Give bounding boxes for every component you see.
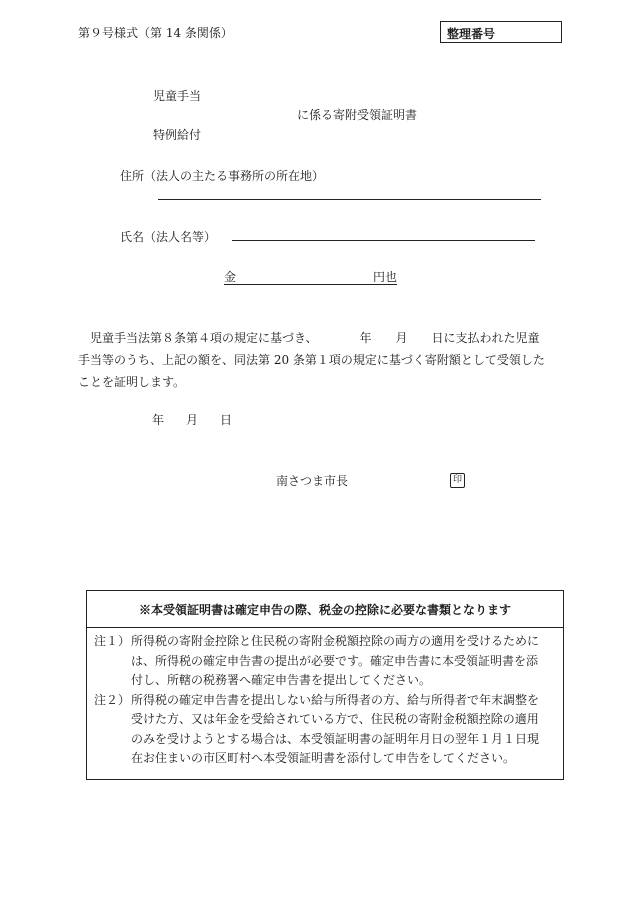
note-line: 付し、所轄の税務署へ確定申告書を提出してください。	[131, 673, 432, 687]
address-field-line[interactable]	[158, 199, 541, 200]
note-2	[87, 691, 563, 769]
statement-line: ことを証明します。	[78, 375, 186, 389]
note-label: 注２）	[94, 692, 131, 707]
form-number: 第９号様式（第 14 条関係）	[78, 26, 233, 40]
amount-prefix: 金	[224, 270, 237, 284]
reference-number-box	[440, 21, 562, 43]
notice-box	[86, 590, 564, 780]
reference-number-label: 整理番号	[447, 27, 496, 41]
title-special-benefit: 特例給付	[153, 128, 202, 142]
name-field-line[interactable]	[232, 240, 535, 241]
mayor-name: 南さつま市長	[276, 474, 349, 488]
note-1	[87, 632, 563, 691]
note-line: 所得税の確定申告書を提出しない給与所得者の方、給与所得者で年末調整を	[131, 692, 540, 707]
date-day: 日	[220, 413, 233, 427]
note-text	[131, 632, 555, 691]
title-child-allowance: 児童手当	[153, 89, 202, 103]
address-label: 住所（法人の主たる事務所の所在地）	[120, 169, 325, 183]
note-line: 所得税の寄附金控除と住民税の寄附金税額控除の両方の適用を受けるために	[131, 634, 540, 648]
note-text	[131, 691, 555, 769]
note-line: のみを受けようとする場合は、本受領証明書の証明年月日の翌年１月１日現	[131, 731, 540, 746]
note-line: は、所得税の確定申告書の提出が必要です。確定申告書に本受領証明書を添	[131, 653, 539, 668]
seal-icon: 印	[450, 473, 465, 488]
seal-mark	[450, 471, 465, 488]
certification-date	[152, 411, 232, 428]
notice-notes	[87, 628, 563, 769]
amount-suffix: 円也	[372, 270, 397, 284]
note-label: 注１）	[94, 634, 131, 648]
note-line: 受けた方、又は年金を受給されている方で、住民税の寄附金税額控除の適用	[131, 712, 539, 726]
statement-line: 児童手当法第８条第４項の規定に基づき、 年 月 日に支払われた児童	[78, 331, 540, 345]
notice-heading: ※本受領証明書は確定申告の際、税金の控除に必要な書類となります	[87, 591, 563, 628]
certification-statement	[78, 327, 560, 393]
note-line: 在お住まいの市区町村へ本受領証明書を添付して申告をしてください。	[131, 751, 516, 765]
date-year: 年	[152, 413, 165, 427]
statement-line: 手当等のうち、上記の額を、同法第 20 条第１項の規定に基づく寄附額として受領した	[78, 353, 545, 367]
name-label: 氏名（法人名等）	[120, 230, 217, 244]
amount-field[interactable]	[224, 268, 397, 285]
date-month: 月	[186, 413, 199, 427]
document-title: に係る寄附受領証明書	[297, 108, 418, 122]
